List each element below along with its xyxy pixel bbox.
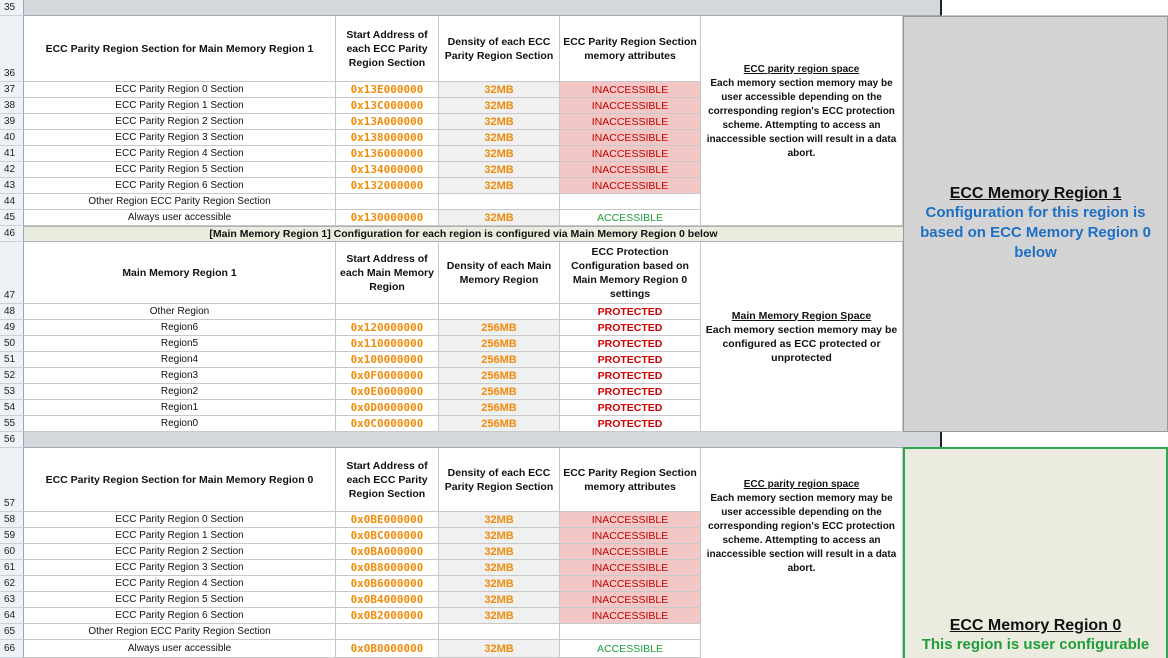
main-r1-density-1[interactable]: 256MB [439,320,560,336]
parity-r1-density-7[interactable] [439,194,560,210]
row-header-41[interactable]: 41 [0,146,24,162]
header-parity-section-r1[interactable]: ECC Parity Region Section for Main Memory Region 1 [24,16,336,82]
parity-r0-addr-8[interactable]: 0x0B0000000 [336,640,439,658]
parity-r0-density-0[interactable]: 32MB [439,512,560,528]
parity-r0-name-3[interactable]: ECC Parity Region 3 Section [24,560,336,576]
parity-r1-density-6[interactable]: 32MB [439,178,560,194]
separator-row-56 [24,432,940,448]
main-r1-density-7[interactable]: 256MB [439,416,560,432]
row-header-51[interactable]: 51 [0,352,24,368]
main-r1-addr-1[interactable]: 0x120000000 [336,320,439,336]
parity-r1-addr-3[interactable]: 0x138000000 [336,130,439,146]
parity-r1-attr-6[interactable]: INACCESSIBLE [560,178,701,194]
row-header-63[interactable]: 63 [0,592,24,608]
parity-r0-addr-1[interactable]: 0x0BC000000 [336,528,439,544]
row-header-50[interactable]: 50 [0,336,24,352]
parity-r0-attr-4[interactable]: INACCESSIBLE [560,576,701,592]
parity-r1-name-8[interactable]: Always user accessible [24,210,336,226]
parity-r0-addr-0[interactable]: 0x0BE000000 [336,512,439,528]
header-attributes-r0[interactable]: ECC Parity Region Section memory attributes [560,448,701,512]
parity-r0-attr-3[interactable]: INACCESSIBLE [560,560,701,576]
main-r1-attr-6[interactable]: PROTECTED [560,400,701,416]
note-main-r1-title: Main Memory Region Space [731,309,872,322]
row-header-60[interactable]: 60 [0,544,24,560]
note-parity-r0-body: Each memory section memory may be user accessible depending on the corresponding region's ECC protection scheme. Attempting to access an inaccessible section will result in a data abort. [706,493,897,574]
row-header-47[interactable]: 47 [0,242,24,304]
parity-r0-addr-2[interactable]: 0x0BA000000 [336,544,439,560]
parity-r1-addr-0[interactable]: 0x13E000000 [336,82,439,98]
row-header-55[interactable]: 55 [0,416,24,432]
parity-r1-density-1[interactable]: 32MB [439,98,560,114]
row-header-53[interactable]: 53 [0,384,24,400]
note-parity-r1[interactable] [701,16,903,226]
parity-r0-density-5[interactable]: 32MB [439,592,560,608]
parity-r0-addr-5[interactable]: 0x0B4000000 [336,592,439,608]
row-header-37[interactable]: 37 [0,82,24,98]
parity-r1-attr-3[interactable]: INACCESSIBLE [560,130,701,146]
parity-r1-density-8[interactable]: 32MB [439,210,560,226]
parity-r0-attr-1[interactable]: INACCESSIBLE [560,528,701,544]
main-r1-density-6[interactable]: 256MB [439,400,560,416]
note-main-r1-body: Each memory section memory may be configured as ECC protected or unprotected [705,323,898,364]
row-header-58[interactable]: 58 [0,512,24,528]
row-header-35[interactable]: 35 [0,0,24,16]
main-r1-addr-2[interactable]: 0x110000000 [336,336,439,352]
main-r1-name-7[interactable]: Region0 [24,416,336,432]
header-main-region-r1[interactable]: Main Memory Region 1 [24,242,336,304]
row-header-46[interactable]: 46 [0,226,24,242]
main-r1-attr-4[interactable]: PROTECTED [560,368,701,384]
row-header-62[interactable]: 62 [0,576,24,592]
separator-row-35-right [940,0,1168,16]
row-header-48[interactable]: 48 [0,304,24,320]
parity-r1-name-5[interactable]: ECC Parity Region 5 Section [24,162,336,178]
parity-r0-attr-7[interactable] [560,624,701,640]
row-header-40[interactable]: 40 [0,130,24,146]
parity-r1-addr-4[interactable]: 0x136000000 [336,146,439,162]
main-r1-addr-6[interactable]: 0x0D0000000 [336,400,439,416]
parity-r0-attr-5[interactable]: INACCESSIBLE [560,592,701,608]
row-header-36[interactable]: 36 [0,16,24,82]
main-r1-attr-3[interactable]: PROTECTED [560,352,701,368]
parity-r1-attr-4[interactable]: INACCESSIBLE [560,146,701,162]
row-header-66[interactable]: 66 [0,640,24,658]
header-main-density[interactable]: Density of each Main Memory Region [439,242,560,304]
main-r1-addr-5[interactable]: 0x0E0000000 [336,384,439,400]
header-attributes-r1[interactable]: ECC Parity Region Section memory attributes [560,16,701,82]
row-header-49[interactable]: 49 [0,320,24,336]
main-r1-attr-7[interactable]: PROTECTED [560,416,701,432]
separator-row-56-right [940,432,1168,448]
parity-r1-addr-6[interactable]: 0x132000000 [336,178,439,194]
parity-r0-addr-6[interactable]: 0x0B2000000 [336,608,439,624]
note-parity-r0-title: ECC parity region space [743,479,860,490]
parity-r0-addr-7[interactable] [336,624,439,640]
row-header-52[interactable]: 52 [0,368,24,384]
main-r1-density-5[interactable]: 256MB [439,384,560,400]
row-header-43[interactable]: 43 [0,178,24,194]
parity-r1-density-3[interactable]: 32MB [439,130,560,146]
parity-r1-attr-2[interactable]: INACCESSIBLE [560,114,701,130]
parity-r1-attr-8[interactable]: ACCESSIBLE [560,210,701,226]
row-header-57[interactable]: 57 [0,448,24,512]
parity-r0-density-3[interactable]: 32MB [439,560,560,576]
parity-r1-density-5[interactable]: 32MB [439,162,560,178]
header-main-ecc-protection[interactable]: ECC Protection Configuration based on Main Memory Region 0 settings [560,242,701,304]
parity-r1-name-1[interactable]: ECC Parity Region 1 Section [24,98,336,114]
row-header-65[interactable]: 65 [0,624,24,640]
parity-r1-name-2[interactable]: ECC Parity Region 2 Section [24,114,336,130]
parity-r1-addr-7[interactable] [336,194,439,210]
row-header-39[interactable]: 39 [0,114,24,130]
main-r1-name-2[interactable]: Region5 [24,336,336,352]
header-start-address-r0[interactable]: Start Address of each ECC Parity Region Section [336,448,439,512]
parity-r1-density-4[interactable]: 32MB [439,146,560,162]
header-density-r0[interactable]: Density of each ECC Parity Region Section [439,448,560,512]
side-panel-1-title: ECC Memory Region 1 [949,185,1122,202]
header-main-start-address[interactable]: Start Address of each Main Memory Region [336,242,439,304]
parity-r1-addr-1[interactable]: 0x13C000000 [336,98,439,114]
parity-r0-name-6[interactable]: ECC Parity Region 6 Section [24,608,336,624]
main-r1-density-4[interactable]: 256MB [439,368,560,384]
row-header-61[interactable]: 61 [0,560,24,576]
main-r1-name-0[interactable]: Other Region [24,304,336,320]
parity-r0-name-5[interactable]: ECC Parity Region 5 Section [24,592,336,608]
parity-r0-name-7[interactable]: Other Region ECC Parity Region Section [24,624,336,640]
parity-r0-name-1[interactable]: ECC Parity Region 1 Section [24,528,336,544]
parity-r0-attr-2[interactable]: INACCESSIBLE [560,544,701,560]
parity-r0-name-2[interactable]: ECC Parity Region 2 Section [24,544,336,560]
parity-r1-density-0[interactable]: 32MB [439,82,560,98]
row-header-44[interactable]: 44 [0,194,24,210]
main-r1-name-6[interactable]: Region1 [24,400,336,416]
parity-r1-name-0[interactable]: ECC Parity Region 0 Section [24,82,336,98]
parity-r0-density-1[interactable]: 32MB [439,528,560,544]
parity-r0-density-7[interactable] [439,624,560,640]
header-density-r1[interactable]: Density of each ECC Parity Region Section [439,16,560,82]
main-r1-density-2[interactable]: 256MB [439,336,560,352]
parity-r1-name-6[interactable]: ECC Parity Region 6 Section [24,178,336,194]
main-r1-addr-7[interactable]: 0x0C0000000 [336,416,439,432]
row-header-56[interactable]: 56 [0,432,24,448]
main-r1-addr-0[interactable] [336,304,439,320]
main-r1-attr-5[interactable]: PROTECTED [560,384,701,400]
side-panel-0-title: ECC Memory Region 0 [949,617,1122,634]
main-r1-name-3[interactable]: Region4 [24,352,336,368]
parity-r0-density-6[interactable]: 32MB [439,608,560,624]
parity-r1-attr-7[interactable] [560,194,701,210]
parity-r0-addr-4[interactable]: 0x0B6000000 [336,576,439,592]
row-header-54[interactable]: 54 [0,400,24,416]
row-header-38[interactable]: 38 [0,98,24,114]
parity-r1-addr-8[interactable]: 0x130000000 [336,210,439,226]
note-parity-r0[interactable] [701,448,903,658]
parity-r0-density-8[interactable]: 32MB [439,640,560,658]
parity-r0-name-4[interactable]: ECC Parity Region 4 Section [24,576,336,592]
main-r1-attr-2[interactable]: PROTECTED [560,336,701,352]
parity-r1-name-3[interactable]: ECC Parity Region 3 Section [24,130,336,146]
main-r1-density-0[interactable] [439,304,560,320]
row-header-64[interactable]: 64 [0,608,24,624]
parity-r0-name-0[interactable]: ECC Parity Region 0 Section [24,512,336,528]
row-header-45[interactable]: 45 [0,210,24,226]
header-parity-section-r0[interactable]: ECC Parity Region Section for Main Memory Region 0 [24,448,336,512]
parity-r0-attr-6[interactable]: INACCESSIBLE [560,608,701,624]
parity-r1-density-2[interactable]: 32MB [439,114,560,130]
separator-row-35 [24,0,940,16]
parity-r0-addr-3[interactable]: 0x0B8000000 [336,560,439,576]
row-header-42[interactable]: 42 [0,162,24,178]
parity-r0-density-4[interactable]: 32MB [439,576,560,592]
parity-r1-attr-5[interactable]: INACCESSIBLE [560,162,701,178]
parity-r1-attr-1[interactable]: INACCESSIBLE [560,98,701,114]
main-r1-addr-3[interactable]: 0x100000000 [336,352,439,368]
main-r1-attr-1[interactable]: PROTECTED [560,320,701,336]
parity-r1-attr-0[interactable]: INACCESSIBLE [560,82,701,98]
header-start-address-r1[interactable]: Start Address of each ECC Parity Region Section [336,16,439,82]
note-parity-r1-title: ECC parity region space [743,63,860,75]
parity-r0-attr-8[interactable]: ACCESSIBLE [560,640,701,658]
main-r1-addr-4[interactable]: 0x0F0000000 [336,368,439,384]
parity-r0-attr-0[interactable]: INACCESSIBLE [560,512,701,528]
parity-r1-name-4[interactable]: ECC Parity Region 4 Section [24,146,336,162]
parity-r1-addr-2[interactable]: 0x13A000000 [336,114,439,130]
main-r1-density-3[interactable]: 256MB [439,352,560,368]
main-r1-name-1[interactable]: Region6 [24,320,336,336]
side-panel-ecc-region-1[interactable] [903,16,1168,432]
side-panel-1-body: Configuration for this region is based on ECC Memory Region 0 below [920,204,1151,261]
parity-r1-name-7[interactable]: Other Region ECC Parity Region Section [24,194,336,210]
parity-r0-density-2[interactable]: 32MB [439,544,560,560]
main-r1-name-4[interactable]: Region3 [24,368,336,384]
note-main-r1[interactable] [701,242,903,432]
parity-r0-name-8[interactable]: Always user accessible [24,640,336,658]
row-header-59[interactable]: 59 [0,528,24,544]
main-r1-attr-0[interactable]: PROTECTED [560,304,701,320]
side-panel-0-body: This region is user configurable [921,636,1150,653]
config-banner[interactable]: [Main Memory Region 1] Configuration for each region is configured via Main Memory Region 0 below [24,226,903,242]
note-parity-r1-body: Each memory section memory may be user accessible depending on the corresponding region's ECC protection scheme. Attempting to access an inaccessible section will result in a data abort. [706,77,897,159]
parity-r1-addr-5[interactable]: 0x134000000 [336,162,439,178]
main-r1-name-5[interactable]: Region2 [24,384,336,400]
side-panel-ecc-region-0[interactable] [903,447,1168,658]
